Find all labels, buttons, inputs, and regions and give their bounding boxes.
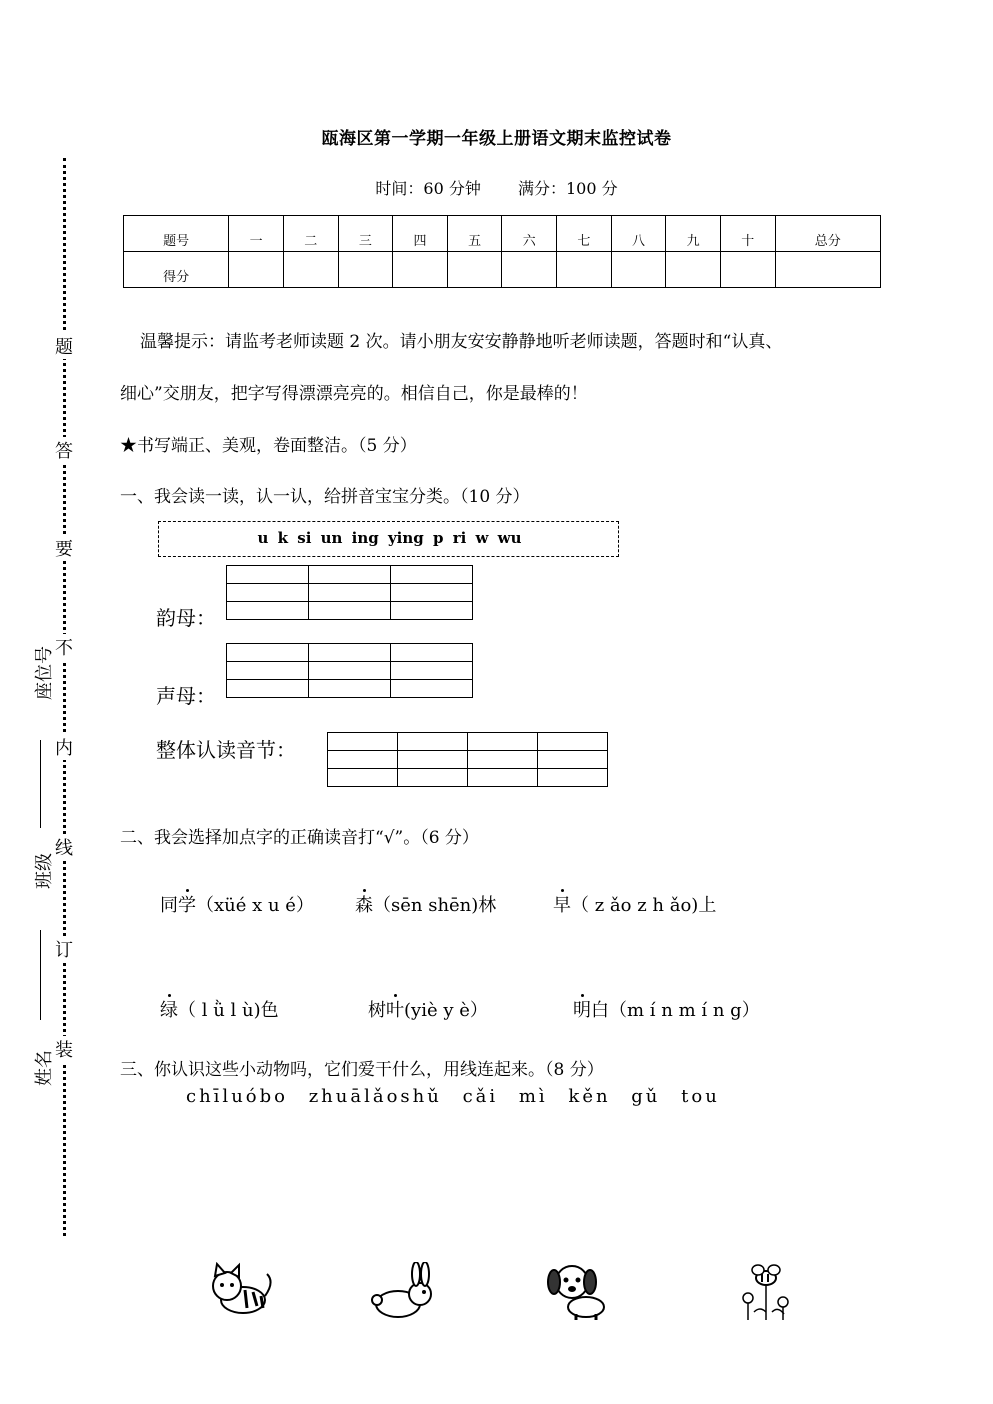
yunmu-grid bbox=[226, 565, 473, 620]
score-input-cell[interactable] bbox=[611, 252, 666, 288]
answer-cell[interactable] bbox=[391, 680, 473, 698]
score-input-cell[interactable] bbox=[229, 252, 284, 288]
dotted-char: 叶 bbox=[386, 996, 404, 1022]
answer-cell[interactable] bbox=[309, 584, 391, 602]
dotted-char: 早 bbox=[553, 891, 571, 917]
score-input-cell[interactable] bbox=[283, 252, 338, 288]
reading-choice[interactable] bbox=[368, 996, 488, 1022]
tip-line-2: 细心”交朋友，把字写得漂漂亮亮的。相信自己，你是最棒的！ bbox=[120, 384, 588, 404]
handwriting-item: ★书写端正、美观，卷面整洁。（5 分） bbox=[120, 436, 417, 456]
answer-cell[interactable] bbox=[227, 584, 309, 602]
activity-pinyin-row: chīluóbo zhuālǎoshǔ cǎi mì kěn gǔ tou bbox=[186, 1086, 720, 1107]
answer-cell[interactable] bbox=[398, 769, 468, 787]
reading-choice[interactable] bbox=[160, 891, 314, 917]
score-input-cell[interactable] bbox=[557, 252, 612, 288]
binding-char: 装 bbox=[53, 1036, 75, 1062]
cat-icon[interactable] bbox=[205, 1262, 275, 1322]
binding-char: 订 bbox=[53, 936, 75, 962]
score-table bbox=[123, 215, 881, 288]
answer-cell[interactable] bbox=[391, 566, 473, 584]
answer-cell[interactable] bbox=[538, 733, 608, 751]
answer-cell[interactable] bbox=[309, 644, 391, 662]
answer-cell[interactable] bbox=[227, 680, 309, 698]
exam-title: 瓯海区第一学期一年级上册语文期末监控试卷 bbox=[321, 129, 672, 149]
score-cell: 九 bbox=[666, 216, 721, 252]
binding-char: 不 bbox=[53, 634, 75, 660]
reading-choice[interactable] bbox=[355, 891, 496, 917]
score-table-header-row bbox=[124, 216, 881, 252]
answer-cell[interactable] bbox=[468, 751, 538, 769]
yunmu-label: 韵母： bbox=[156, 606, 216, 630]
rabbit-icon[interactable] bbox=[368, 1262, 438, 1322]
score-cell: 五 bbox=[447, 216, 502, 252]
answer-cell[interactable] bbox=[328, 733, 398, 751]
question-2-title: 二、我会选择加点字的正确读音打“√”。（6 分） bbox=[120, 828, 479, 848]
answer-cell[interactable] bbox=[309, 602, 391, 620]
zhengti-label: 整体认读音节： bbox=[156, 738, 296, 762]
question-3-title: 三、你认识这些小动物吗，它们爱干什么，用线连起来。（8 分） bbox=[120, 1060, 604, 1080]
puppy-icon[interactable] bbox=[546, 1262, 616, 1322]
seat-number-field[interactable] bbox=[40, 740, 42, 828]
answer-cell[interactable] bbox=[328, 751, 398, 769]
answer-cell[interactable] bbox=[391, 584, 473, 602]
score-cell: 四 bbox=[393, 216, 448, 252]
question-1-title: 一、我会读一读，认一认，给拼音宝宝分类。（10 分） bbox=[120, 487, 530, 507]
score-cell: 十 bbox=[720, 216, 775, 252]
pinyin-options: (yiè y è） bbox=[404, 1000, 488, 1021]
score-cell: 一 bbox=[229, 216, 284, 252]
answer-cell[interactable] bbox=[309, 662, 391, 680]
answer-cell[interactable] bbox=[391, 602, 473, 620]
answer-cell[interactable] bbox=[538, 751, 608, 769]
answer-cell[interactable] bbox=[309, 566, 391, 584]
score-input-cell[interactable] bbox=[775, 252, 880, 288]
binding-char: 内 bbox=[53, 734, 75, 760]
answer-cell[interactable] bbox=[227, 602, 309, 620]
binding-char: 要 bbox=[53, 535, 75, 561]
dotted-char: 学 bbox=[178, 891, 196, 917]
binding-char: 线 bbox=[53, 834, 75, 860]
answer-cell[interactable] bbox=[538, 769, 608, 787]
pinyin-box bbox=[158, 521, 619, 557]
binding-char: 答 bbox=[53, 437, 75, 463]
dotted-char: 明 bbox=[573, 996, 591, 1022]
reading-choice[interactable] bbox=[573, 996, 760, 1022]
score-cell: 题号 bbox=[124, 216, 229, 252]
binding-char: 题 bbox=[53, 333, 75, 359]
answer-cell[interactable] bbox=[468, 733, 538, 751]
word-part: 同 bbox=[160, 895, 178, 916]
answer-cell[interactable] bbox=[309, 680, 391, 698]
reading-choice[interactable] bbox=[160, 996, 279, 1022]
pinyin-options: （ l ǜ l ù)色 bbox=[178, 1000, 279, 1021]
answer-cell[interactable] bbox=[391, 644, 473, 662]
pinyin-list: u k si un ing ying p ri w wu bbox=[257, 529, 522, 547]
pinyin-options: （sēn shēn)林 bbox=[373, 895, 497, 916]
score-table-score-row bbox=[124, 252, 881, 288]
answer-cell[interactable] bbox=[398, 751, 468, 769]
exam-full-score: 满分：100 分 bbox=[517, 179, 618, 198]
zhengti-grid bbox=[327, 732, 608, 787]
word-part: 树 bbox=[368, 1000, 386, 1021]
score-cell: 八 bbox=[611, 216, 666, 252]
dotted-char: 森 bbox=[355, 891, 373, 917]
answer-cell[interactable] bbox=[391, 662, 473, 680]
score-input-cell[interactable] bbox=[502, 252, 557, 288]
score-cell: 三 bbox=[338, 216, 393, 252]
bee-icon[interactable] bbox=[728, 1262, 798, 1324]
score-row-label: 得分 bbox=[124, 252, 229, 288]
exam-time: 时间：60 分钟 bbox=[375, 179, 481, 198]
exam-info bbox=[0, 176, 993, 199]
name-label: 姓名 bbox=[34, 1050, 55, 1086]
class-field[interactable] bbox=[40, 930, 42, 1020]
answer-cell[interactable] bbox=[227, 566, 309, 584]
answer-cell[interactable] bbox=[227, 662, 309, 680]
answer-cell[interactable] bbox=[398, 733, 468, 751]
reading-choice[interactable] bbox=[553, 891, 716, 917]
pinyin-options: 白（m í n m í n g） bbox=[591, 1000, 760, 1021]
score-input-cell[interactable] bbox=[666, 252, 721, 288]
seat-number-label: 座位号 bbox=[34, 646, 55, 700]
answer-cell[interactable] bbox=[227, 644, 309, 662]
answer-cell[interactable] bbox=[328, 769, 398, 787]
score-cell: 六 bbox=[502, 216, 557, 252]
score-cell: 七 bbox=[557, 216, 612, 252]
score-cell: 二 bbox=[283, 216, 338, 252]
score-input-cell[interactable] bbox=[447, 252, 502, 288]
tip-line-1: 温馨提示：请监考老师读题 2 次。请小朋友安安静静地听老师读题，答题时和“认真、 bbox=[140, 332, 783, 352]
pinyin-options: （ z ǎo z h ǎo)上 bbox=[571, 895, 717, 916]
binding-dotted-line bbox=[63, 158, 66, 1236]
answer-cell[interactable] bbox=[468, 769, 538, 787]
score-input-cell[interactable] bbox=[338, 252, 393, 288]
class-label: 班级 bbox=[34, 853, 55, 889]
score-input-cell[interactable] bbox=[393, 252, 448, 288]
score-cell: 总分 bbox=[775, 216, 880, 252]
score-input-cell[interactable] bbox=[720, 252, 775, 288]
dotted-char: 绿 bbox=[160, 996, 178, 1022]
shengmu-label: 声母： bbox=[156, 684, 216, 708]
shengmu-grid bbox=[226, 643, 473, 698]
pinyin-options: （xüé x u é） bbox=[196, 895, 314, 916]
